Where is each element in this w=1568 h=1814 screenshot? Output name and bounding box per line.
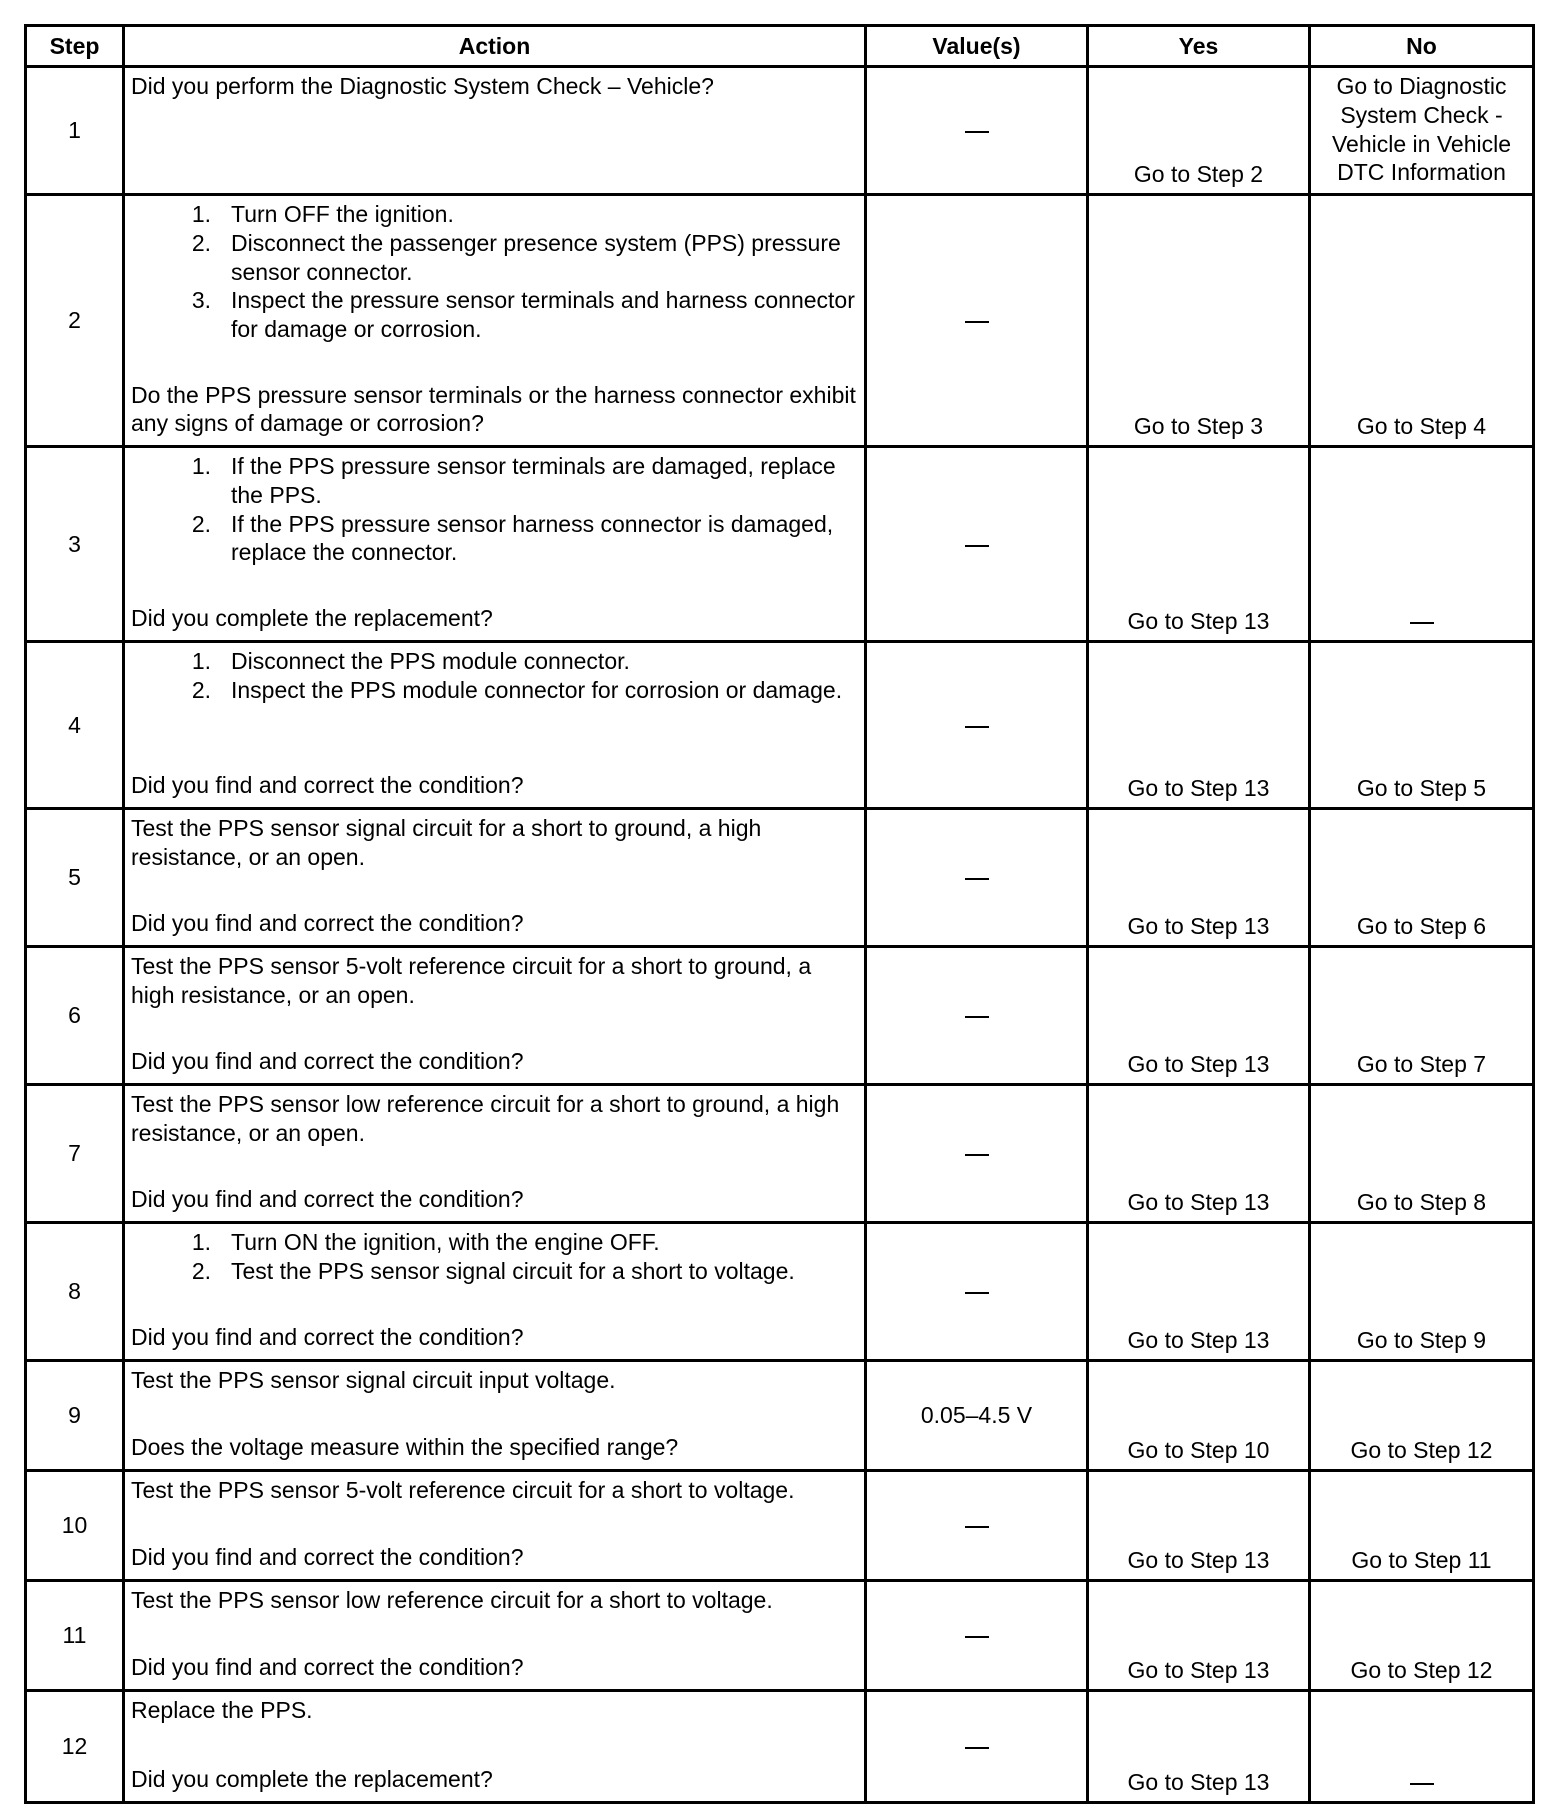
list-item — [131, 510, 858, 568]
yes-link-text: Go to Step 13 — [1127, 1769, 1270, 1796]
list-item — [131, 229, 858, 287]
list-item-number: 3. — [191, 287, 211, 314]
header-no: No — [1310, 26, 1534, 67]
no-link-text: Go to Step 4 — [1356, 413, 1487, 440]
value-cell — [866, 67, 1088, 195]
action-text: Test the PPS sensor low reference circuit for a short to voltage. — [131, 1587, 773, 1613]
list-item-text: Inspect the pressure sensor terminals and harness connector for damage or corrosion. — [231, 287, 855, 342]
value-cell — [866, 642, 1088, 809]
list-item — [131, 452, 858, 510]
no-link-text: Go to Step 8 — [1356, 1189, 1487, 1216]
not-applicable-dash — [965, 1154, 989, 1156]
action-cell — [124, 642, 866, 809]
no-link-text: Go to Step 7 — [1356, 1051, 1487, 1078]
value-cell — [866, 1691, 1088, 1803]
not-applicable-dash — [965, 726, 989, 728]
step-number: 10 — [26, 1471, 124, 1581]
value-cell — [866, 947, 1088, 1085]
yes-cell — [1088, 1691, 1310, 1803]
list-item-text: If the PPS pressure sensor harness connector is damaged, replace the connector. — [231, 510, 834, 566]
no-cell — [1310, 809, 1534, 947]
yes-cell — [1088, 1223, 1310, 1361]
action-text: Replace the PPS. — [131, 1697, 313, 1723]
no-link-text: Go to Step 11 — [1351, 1547, 1492, 1574]
yes-cell — [1088, 67, 1310, 195]
header-action: Action — [124, 26, 866, 67]
yes-cell — [1088, 947, 1310, 1085]
action-question: Did you find and correct the condition? — [131, 1654, 524, 1681]
header-row — [26, 26, 1534, 67]
not-applicable-dash — [965, 1292, 989, 1294]
no-cell — [1310, 642, 1534, 809]
action-cell — [124, 67, 866, 195]
not-applicable-dash — [1410, 1783, 1434, 1785]
action-cell — [124, 195, 866, 447]
no-cell — [1310, 947, 1534, 1085]
yes-link-text: Go to Step 13 — [1127, 1189, 1270, 1216]
no-cell — [1310, 1085, 1534, 1223]
not-applicable-dash — [965, 878, 989, 880]
step-number: 4 — [26, 642, 124, 809]
action-cell — [124, 1223, 866, 1361]
action-question: Did you find and correct the condition? — [131, 772, 524, 799]
no-cell — [1310, 447, 1534, 642]
yes-link-text: Go to Step 2 — [1133, 161, 1264, 188]
value-cell — [866, 809, 1088, 947]
list-item-text: Turn OFF the ignition. — [231, 201, 454, 227]
action-cell — [124, 1581, 866, 1691]
not-applicable-dash — [965, 545, 989, 547]
action-question: Did you find and correct the condition? — [131, 1324, 524, 1351]
list-item-text: Disconnect the passenger presence system (PPS) pressure sensor connector. — [231, 229, 841, 285]
action-question: Did you find and correct the condition? — [131, 1186, 524, 1213]
no-link-text: Go to Step 12 — [1350, 1437, 1493, 1464]
no-link-text: Go to Step 5 — [1356, 775, 1487, 802]
diagnostic-table — [24, 24, 1535, 1804]
header-step: Step — [26, 26, 124, 67]
list-item-number: 1. — [191, 453, 211, 479]
list-item — [131, 676, 858, 705]
yes-cell — [1088, 1581, 1310, 1691]
yes-cell — [1088, 195, 1310, 447]
yes-cell — [1088, 1361, 1310, 1471]
list-item-text: Disconnect the PPS module connector. — [231, 648, 630, 674]
yes-link-text: Go to Step 13 — [1127, 913, 1270, 940]
step-number: 7 — [26, 1085, 124, 1223]
no-link-text: Go to Diagnostic System Check - Vehicle in Vehicle DTC Information — [1331, 73, 1511, 186]
not-applicable-dash — [965, 131, 989, 133]
table-row — [26, 642, 1534, 809]
action-cell — [124, 1085, 866, 1223]
action-question: Does the voltage measure within the specified range? — [131, 1434, 679, 1461]
yes-link-text: Go to Step 13 — [1127, 1547, 1270, 1574]
list-item-number: 2. — [191, 676, 211, 703]
table-row — [26, 1691, 1534, 1803]
action-steps-list — [131, 1228, 858, 1286]
list-item-number: 2. — [191, 229, 211, 256]
no-cell — [1310, 1361, 1534, 1471]
list-item — [131, 647, 858, 676]
not-applicable-dash — [1410, 622, 1434, 624]
yes-link-text: Go to Step 13 — [1127, 1051, 1270, 1078]
yes-link-text: Go to Step 13 — [1127, 1657, 1270, 1684]
value-cell — [866, 1223, 1088, 1361]
list-item-number: 2. — [191, 510, 211, 537]
yes-link-text: Go to Step 13 — [1127, 775, 1270, 802]
action-cell — [124, 447, 866, 642]
action-text: Test the PPS sensor low reference circuit for a short to ground, a high resistance, or an open. — [131, 1091, 840, 1146]
header-values: Value(s) — [866, 26, 1088, 67]
table-row — [26, 447, 1534, 642]
table-row — [26, 1361, 1534, 1471]
step-number: 9 — [26, 1361, 124, 1471]
action-steps-list — [131, 200, 858, 344]
value-cell — [866, 1581, 1088, 1691]
step-number: 1 — [26, 67, 124, 195]
not-applicable-dash — [965, 1747, 989, 1749]
list-item — [131, 286, 858, 344]
no-cell — [1310, 1691, 1534, 1803]
table-row — [26, 1581, 1534, 1691]
yes-cell — [1088, 1085, 1310, 1223]
yes-cell — [1088, 1471, 1310, 1581]
step-number: 3 — [26, 447, 124, 642]
action-text: Test the PPS sensor 5-volt reference circuit for a short to ground, a high resistance, or an open. — [131, 953, 812, 1008]
no-link-text: Go to Step 9 — [1356, 1327, 1487, 1354]
action-text: Did you perform the Diagnostic System Check – Vehicle? — [131, 73, 714, 99]
list-item-text: Inspect the PPS module connector for corrosion or damage. — [231, 676, 843, 703]
action-question: Did you find and correct the condition? — [131, 910, 524, 937]
table-row — [26, 1223, 1534, 1361]
no-link-text: Go to Step 12 — [1350, 1657, 1493, 1684]
not-applicable-dash — [965, 1016, 989, 1018]
action-question: Did you complete the replacement? — [131, 1766, 493, 1793]
action-question: Did you complete the replacement? — [131, 605, 493, 632]
table-body — [26, 67, 1534, 1803]
list-item-number: 1. — [191, 648, 211, 674]
list-item-text: If the PPS pressure sensor terminals are damaged, replace the PPS. — [231, 453, 836, 508]
list-item-text: Test the PPS sensor signal circuit for a short to voltage. — [231, 1257, 795, 1284]
table-row — [26, 809, 1534, 947]
step-number: 8 — [26, 1223, 124, 1361]
action-question: Did you find and correct the condition? — [131, 1048, 524, 1075]
yes-cell — [1088, 809, 1310, 947]
action-question: Do the PPS pressure sensor terminals or the harness connector exhibit any signs of damage or corrosion? — [131, 381, 856, 437]
action-steps-list — [131, 452, 858, 567]
step-number: 12 — [26, 1691, 124, 1803]
list-item — [131, 1257, 858, 1286]
list-item — [131, 200, 858, 229]
yes-cell — [1088, 447, 1310, 642]
action-cell — [124, 809, 866, 947]
not-applicable-dash — [965, 321, 989, 323]
action-steps-list — [131, 647, 858, 705]
action-cell — [124, 947, 866, 1085]
value-cell — [866, 447, 1088, 642]
table-row — [26, 1471, 1534, 1581]
no-cell — [1310, 1223, 1534, 1361]
list-item-number: 2. — [191, 1257, 211, 1284]
no-link-text: Go to Step 6 — [1356, 913, 1487, 940]
value-cell — [866, 1471, 1088, 1581]
not-applicable-dash — [965, 1526, 989, 1528]
value-cell — [866, 1361, 1088, 1471]
table-row — [26, 195, 1534, 447]
list-item-number: 1. — [191, 1229, 211, 1255]
step-number: 11 — [26, 1581, 124, 1691]
action-text: Test the PPS sensor 5-volt reference circuit for a short to voltage. — [131, 1477, 795, 1503]
table-row — [26, 67, 1534, 195]
value-text: 0.05–4.5 V — [920, 1402, 1033, 1429]
no-cell — [1310, 195, 1534, 447]
action-cell — [124, 1691, 866, 1803]
no-cell — [1310, 1581, 1534, 1691]
yes-link-text: Go to Step 13 — [1127, 608, 1270, 635]
action-cell — [124, 1471, 866, 1581]
action-question: Did you find and correct the condition? — [131, 1544, 524, 1571]
list-item — [131, 1228, 858, 1257]
value-cell — [866, 1085, 1088, 1223]
yes-link-text: Go to Step 13 — [1127, 1327, 1270, 1354]
not-applicable-dash — [965, 1636, 989, 1638]
table-row — [26, 947, 1534, 1085]
yes-cell — [1088, 642, 1310, 809]
yes-link-text: Go to Step 10 — [1127, 1437, 1270, 1464]
action-text: Test the PPS sensor signal circuit for a short to ground, a high resistance, or an open. — [131, 815, 762, 870]
header-yes: Yes — [1088, 26, 1310, 67]
table-row — [26, 1085, 1534, 1223]
action-cell — [124, 1361, 866, 1471]
step-number: 5 — [26, 809, 124, 947]
step-number: 2 — [26, 195, 124, 447]
list-item-number: 1. — [191, 201, 211, 227]
list-item-text: Turn ON the ignition, with the engine OFF. — [231, 1229, 660, 1255]
no-cell — [1310, 67, 1534, 195]
action-text: Test the PPS sensor signal circuit input voltage. — [131, 1367, 616, 1393]
no-cell — [1310, 1471, 1534, 1581]
step-number: 6 — [26, 947, 124, 1085]
value-cell — [866, 195, 1088, 447]
yes-link-text: Go to Step 3 — [1133, 413, 1264, 440]
